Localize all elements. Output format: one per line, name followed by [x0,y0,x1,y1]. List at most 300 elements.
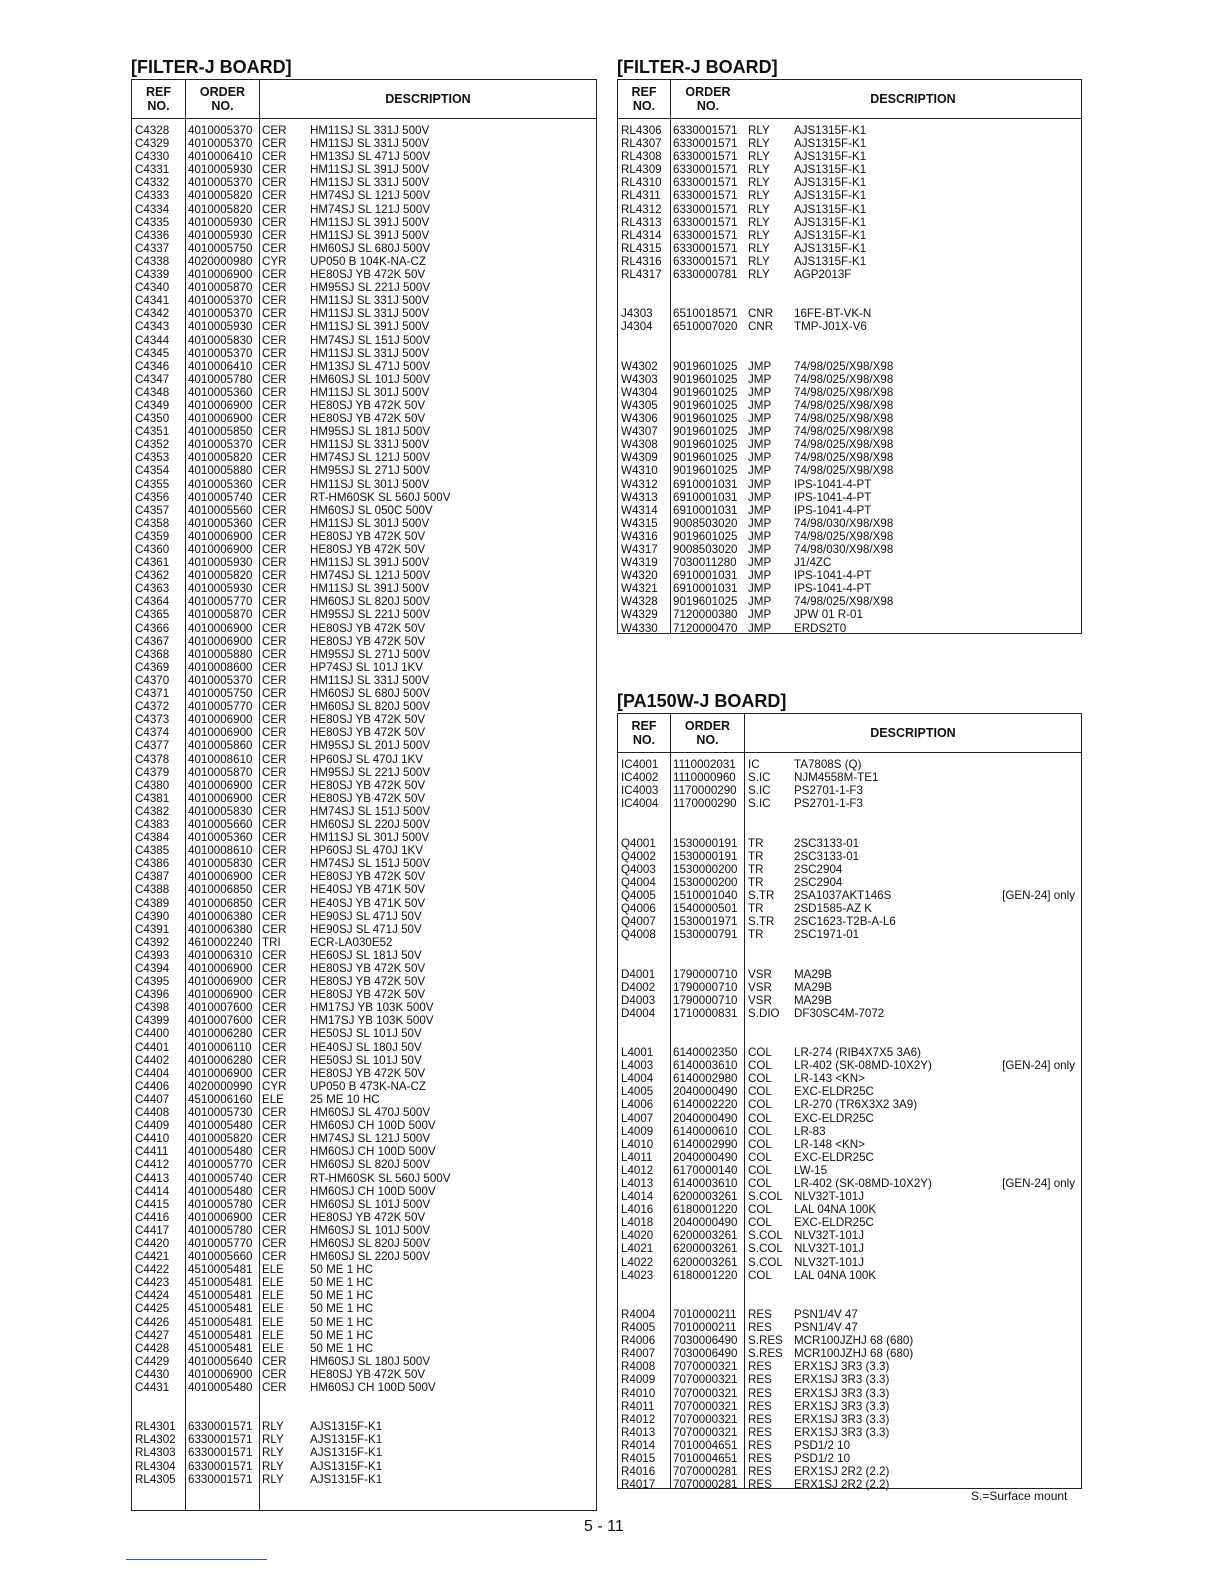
type-cell: ELE [262,1302,284,1316]
type-cell: JMP [748,621,772,635]
type-cell: S.COL [748,1255,783,1269]
description-cell: HE80SJ YB 472K 50V [310,778,426,792]
description-cell: AJS1315F-K1 [310,1420,383,1434]
type-cell: TR [748,849,764,863]
table-row [132,569,596,582]
note-cell [991,1347,1081,1360]
type-cell: S.IC [748,771,771,785]
order-no-cell: 1530000791 [673,928,738,942]
order-no-cell: 2040000490 [673,1216,738,1230]
description-cell: MA29B [794,980,833,994]
ref-no-cell: Q4006 [621,902,656,916]
header-order-no-label: ORDER NO. [685,85,731,113]
ref-no-cell: R4008 [621,1360,656,1374]
ref-no-cell: RL4307 [621,137,662,151]
table-row [618,1439,1081,1452]
table-row [618,771,1081,784]
note-cell [506,1172,596,1185]
table-row [618,1321,1081,1334]
type-cell: CER [262,294,287,308]
type-cell: CER [262,739,287,753]
type-cell: RLY [748,137,770,151]
row-spacer [618,334,1081,347]
description-cell: PSN1/4V 47 [794,1307,858,1321]
ref-no-cell: W4309 [621,451,658,465]
note-cell [506,229,596,242]
ref-no-cell: C4392 [135,935,170,949]
note-cell [991,1112,1081,1125]
row-spacer [618,1282,1081,1295]
table-row [132,137,596,150]
order-no-cell: 4010007600 [188,1001,253,1015]
table-row [132,1054,596,1067]
note-cell [506,1329,596,1342]
table-row [132,910,596,923]
order-no-cell: 9019601025 [673,359,738,373]
note-cell [506,648,596,661]
order-no-cell: 4010005370 [188,124,253,137]
type-cell: RLY [748,228,770,242]
order-no-cell: 4010005880 [188,647,253,661]
table-row [132,478,596,491]
order-no-cell: 4010008610 [188,844,253,858]
description-cell: AJS1315F-K1 [794,215,867,229]
table-row [618,1400,1081,1413]
order-no-cell: 9019601025 [673,438,738,452]
ref-no-cell: C4428 [135,1341,170,1355]
type-cell: ELE [262,1328,284,1342]
type-cell: CER [262,398,287,412]
note-cell [506,203,596,216]
description-cell: HM11SJ SL 301J 500V [310,477,430,491]
table-row [132,975,596,988]
description-cell: 74/98/025/X98/X98 [794,438,894,452]
description-cell: HM60SJ SL 101J 500V [310,1197,431,1211]
note-cell: [GEN-24] only [1002,1059,1075,1073]
ref-no-cell: RL4311 [621,189,661,203]
ref-no-cell: C4359 [135,529,170,543]
note-cell [991,307,1081,320]
ref-no-cell: L4023 [621,1268,654,1282]
description-cell: HM60SJ CH 100D 500V [310,1145,436,1159]
description-cell: AJS1315F-K1 [794,254,867,268]
table-row [618,608,1081,621]
ref-no-cell: C4389 [135,896,170,910]
ref-no-cell: C4348 [135,385,170,399]
ref-no-cell: C4402 [135,1053,170,1067]
description-cell: 50 ME 1 HC [310,1341,374,1355]
header-description: DESCRIPTION [870,92,956,106]
order-no-cell: 9008503020 [673,543,738,556]
table-row [132,1329,596,1342]
note-cell [506,792,596,805]
description-cell: HM60SJ SL 680J 500V [310,687,431,701]
note-cell [506,451,596,464]
type-cell: RLY [748,241,770,255]
order-no-cell: 4010005480 [188,1184,253,1198]
ref-no-cell: C4398 [135,1001,170,1015]
description-cell: HM74SJ SL 121J 500V [310,569,431,583]
type-cell: RLY [262,1446,284,1460]
description-cell: HE80SJ YB 472K 50V [310,621,426,635]
ref-no-cell: R4009 [621,1373,656,1387]
description-cell: 74/98/025/X98/X98 [794,359,894,373]
description-cell: LW-15 [794,1163,828,1177]
description-cell: IPS-1041-4-PT [794,477,872,491]
description-cell: 50 ME 1 HC [310,1328,374,1342]
note-cell [991,1046,1081,1059]
note-cell [506,883,596,896]
description-cell: TMP-J01X-V6 [794,320,867,334]
note-cell [506,189,596,202]
order-no-cell: 4010005880 [188,464,253,478]
type-cell: CER [262,1184,287,1198]
description-cell: 74/98/025/X98/X98 [794,385,894,399]
table-row [618,1452,1081,1465]
description-cell: 2SD1585-AZ K [794,902,872,916]
ref-no-cell: J4304 [621,320,653,334]
description-cell: HM11SJ SL 391J 500V [310,556,430,570]
order-no-cell: 6140000610 [673,1124,738,1138]
order-no-cell: 4010005820 [188,202,253,216]
note-cell [991,863,1081,876]
table-row [132,334,596,347]
ref-no-cell: R4006 [621,1334,656,1348]
order-no-cell: 4010006900 [188,791,253,805]
description-cell: HE40SJ SL 180J 50V [310,1040,422,1054]
ref-no-cell: C4416 [135,1210,170,1224]
ref-no-cell: D4001 [621,967,656,981]
ref-no-cell: W4317 [621,543,658,556]
order-no-cell: 9019601025 [673,372,738,386]
order-no-cell: 6140002980 [673,1072,738,1086]
note-cell [991,491,1081,504]
type-cell: S.IC [748,797,771,811]
note-cell [991,981,1081,994]
table-row [618,1085,1081,1098]
note-cell [991,797,1081,810]
description-cell: HM95SJ SL 221J 500V [310,608,431,622]
table-row [618,530,1081,543]
order-no-cell: 6910001031 [673,503,738,517]
type-cell: JMP [748,464,772,478]
description-cell: HE80SJ YB 472K 50V [310,726,426,740]
order-no-cell: 6330001571 [188,1433,253,1447]
description-cell: HM11SJ SL 331J 500V [310,137,430,151]
table-row [132,687,596,700]
note-cell [506,1198,596,1211]
ref-no-cell: C4355 [135,477,170,491]
table-row [132,792,596,805]
type-cell: CER [262,817,287,831]
description-cell: ERX1SJ 3R3 (3.3) [794,1386,890,1400]
order-no-cell: 6330001571 [673,137,738,151]
ref-no-cell: C4431 [135,1381,170,1394]
type-cell: CER [262,163,287,177]
table-row [132,779,596,792]
note-cell [506,857,596,870]
table-row [618,150,1081,163]
type-cell: CER [262,228,287,242]
ref-no-cell: C4378 [135,752,170,766]
note-cell [991,189,1081,202]
table-row [132,229,596,242]
type-cell: CER [262,241,287,255]
table-row [618,491,1081,504]
table-row [132,216,596,229]
ref-no-cell: C4413 [135,1171,170,1185]
note-cell [991,1138,1081,1151]
description-cell: AJS1315F-K1 [794,189,867,203]
order-no-cell: 4010007600 [188,1014,253,1028]
note-cell [506,1355,596,1368]
table-row [618,307,1081,320]
ref-no-cell: C4383 [135,817,170,831]
note-cell [506,294,596,307]
ref-no-cell: C4361 [135,556,170,570]
table-row [618,189,1081,202]
ref-no-cell: Q4007 [621,915,656,929]
description-cell: HE80SJ YB 472K 50V [310,529,426,543]
note-cell [506,975,596,988]
order-no-cell: 9019601025 [673,398,738,412]
description-cell: 2SC3133-01 [794,849,860,863]
ref-no-cell: L4001 [621,1046,654,1060]
table-row [132,255,596,268]
ref-no-cell: C4420 [135,1236,170,1250]
note-cell [506,726,596,739]
note-cell [506,1460,596,1473]
order-no-cell: 4010006280 [188,1027,253,1041]
table-row [132,962,596,975]
type-cell: COL [748,1216,772,1230]
table-row [132,988,596,1001]
note-cell [991,386,1081,399]
description-cell: 74/98/025/X98/X98 [794,412,894,426]
note-cell [991,268,1081,281]
ref-no-cell: C4393 [135,948,170,962]
note-cell [506,1027,596,1040]
type-cell: RES [748,1412,772,1426]
ref-no-cell: C4412 [135,1158,170,1172]
ref-no-cell: RL4309 [621,163,662,177]
ref-no-cell: J4303 [621,307,653,321]
note-cell [506,949,596,962]
type-cell: CNR [748,320,774,334]
ref-no-cell: IC4004 [621,797,659,811]
order-no-cell: 4010006900 [188,268,253,282]
type-cell: CER [262,137,287,151]
type-cell: JMP [748,359,772,373]
note-cell [506,1263,596,1276]
description-cell: 2SC2904 [794,862,843,876]
table-row [132,1211,596,1224]
row-spacer [132,1407,596,1420]
type-cell: CER [262,634,287,648]
type-cell: RLY [748,268,770,282]
type-cell: TR [748,836,764,850]
description-cell: HM11SJ SL 391J 500V [310,582,430,596]
note-cell [991,124,1081,137]
type-cell: CER [262,1145,287,1159]
ref-no-cell: C4366 [135,621,170,635]
note-cell [506,805,596,818]
ref-no-cell: C4380 [135,778,170,792]
header-description: DESCRIPTION [870,726,956,740]
description-cell: EXC-ELDR25C [794,1085,874,1099]
table-row [618,1308,1081,1321]
note-cell [506,622,596,635]
header-description: DESCRIPTION [385,92,471,106]
filter-j-board-left-section [131,56,597,1511]
ref-no-cell: L4005 [621,1085,654,1099]
ref-no-cell: L4009 [621,1124,654,1138]
row-spacer [618,294,1081,307]
order-no-cell: 6330001571 [188,1446,253,1460]
type-cell: RES [748,1373,772,1387]
ref-no-cell: C4364 [135,595,170,609]
ref-no-cell: C4330 [135,150,170,164]
ref-no-cell: C4391 [135,922,170,936]
description-cell: PS2701-1-F3 [794,784,863,798]
description-cell: HE60SJ SL 181J 50V [310,948,422,962]
type-cell: CER [262,268,287,282]
ref-no-cell: RL4312 [621,202,662,216]
description-cell: PSD1/2 10 [794,1451,851,1465]
table-row [132,726,596,739]
order-no-cell: 6910001031 [673,490,738,504]
type-cell: CER [262,1066,287,1080]
order-no-cell: 7070000321 [673,1373,738,1387]
type-cell: CER [262,333,287,347]
type-cell: CER [262,1250,287,1264]
table-row [618,595,1081,608]
table-row [132,1158,596,1171]
note-cell [991,1400,1081,1413]
description-cell: HM60SJ SL 220J 500V [310,1250,431,1264]
note-cell [991,163,1081,176]
note-cell [991,968,1081,981]
note-cell [506,1316,596,1329]
description-cell: ERX1SJ 3R3 (3.3) [794,1360,890,1374]
order-no-cell: 9019601025 [673,529,738,543]
table-row [618,373,1081,386]
ref-no-cell: C4408 [135,1106,170,1120]
note-cell [506,661,596,674]
type-cell: TR [748,928,764,942]
order-no-cell: 6200003261 [673,1255,738,1269]
order-no-cell: 1110002031 [673,758,736,771]
type-cell: CER [262,791,287,805]
order-no-cell: 7070000321 [673,1412,738,1426]
ref-no-cell: L4012 [621,1163,654,1177]
type-cell: CER [262,700,287,714]
table-row [618,255,1081,268]
note-cell [991,150,1081,163]
ref-no-cell: C4363 [135,582,170,596]
order-no-cell: 4010006900 [188,529,253,543]
description-cell: HE80SJ YB 472K 50V [310,634,426,648]
order-no-cell: 9019601025 [673,412,738,426]
ref-no-cell: C4430 [135,1367,170,1381]
note-cell [506,844,596,857]
type-cell: CER [262,490,287,504]
order-no-cell: 4010006900 [188,988,253,1002]
type-cell: CER [262,1053,287,1067]
note-cell [506,334,596,347]
type-cell: CER [262,215,287,229]
note-cell [506,176,596,189]
note-cell [506,412,596,425]
description-cell: HM74SJ SL 121J 500V [310,202,431,216]
order-no-cell: 4010005770 [188,595,253,609]
order-no-cell: 9019601025 [673,451,738,465]
table-row [132,150,596,163]
table-row [132,1132,596,1145]
header-order-no: ORDER NO. [186,80,260,118]
table-row [618,504,1081,517]
order-no-cell: 6330000781 [673,268,738,282]
ref-no-cell: W4307 [621,425,658,439]
note-cell [506,137,596,150]
table-row [618,915,1081,928]
type-cell: CER [262,385,287,399]
description-cell: AGP2013F [794,268,852,282]
section-title: [FILTER-J BOARD] [131,57,292,77]
description-cell: 2SC1971-01 [794,928,860,942]
order-no-cell: 7070000321 [673,1360,738,1374]
header-order-no: ORDER NO. [671,714,745,752]
table-row [618,242,1081,255]
ref-no-cell: R4015 [621,1451,656,1465]
order-no-cell: 4010005740 [188,490,253,504]
ref-no-cell: C4349 [135,398,170,412]
note-cell [991,1269,1081,1282]
table-row [618,360,1081,373]
ref-no-cell: C4390 [135,909,170,923]
table-row [132,1473,596,1486]
table-row [132,307,596,320]
description-cell: HE80SJ YB 472K 50V [310,870,426,884]
description-cell: HM11SJ SL 331J 500V [310,307,430,321]
description-cell: HM60SJ SL 820J 500V [310,595,431,609]
description-cell: HM95SJ SL 201J 500V [310,739,431,753]
table-row [132,242,596,255]
ref-no-cell: C4367 [135,634,170,648]
note-cell [506,1302,596,1315]
description-cell: HE80SJ YB 472K 50V [310,1367,426,1381]
table-body [132,119,596,1511]
parts-table [617,79,1082,634]
note-cell [991,569,1081,582]
note-cell [991,608,1081,621]
order-no-cell: 4010005360 [188,385,253,399]
type-cell: CER [262,909,287,923]
order-no-cell: 4020000990 [188,1079,253,1093]
type-cell: COL [748,1046,772,1060]
table-row [132,713,596,726]
ref-no-cell: C4386 [135,857,170,871]
table-row [132,582,596,595]
order-no-cell: 4010006280 [188,1053,253,1067]
note-cell [991,504,1081,517]
note-cell: [GEN-24] only [1002,888,1075,902]
order-no-cell: 4010005860 [188,739,253,753]
ref-no-cell: C4426 [135,1315,170,1329]
table-row [132,1027,596,1040]
table-row [132,163,596,176]
note-cell [991,1190,1081,1203]
